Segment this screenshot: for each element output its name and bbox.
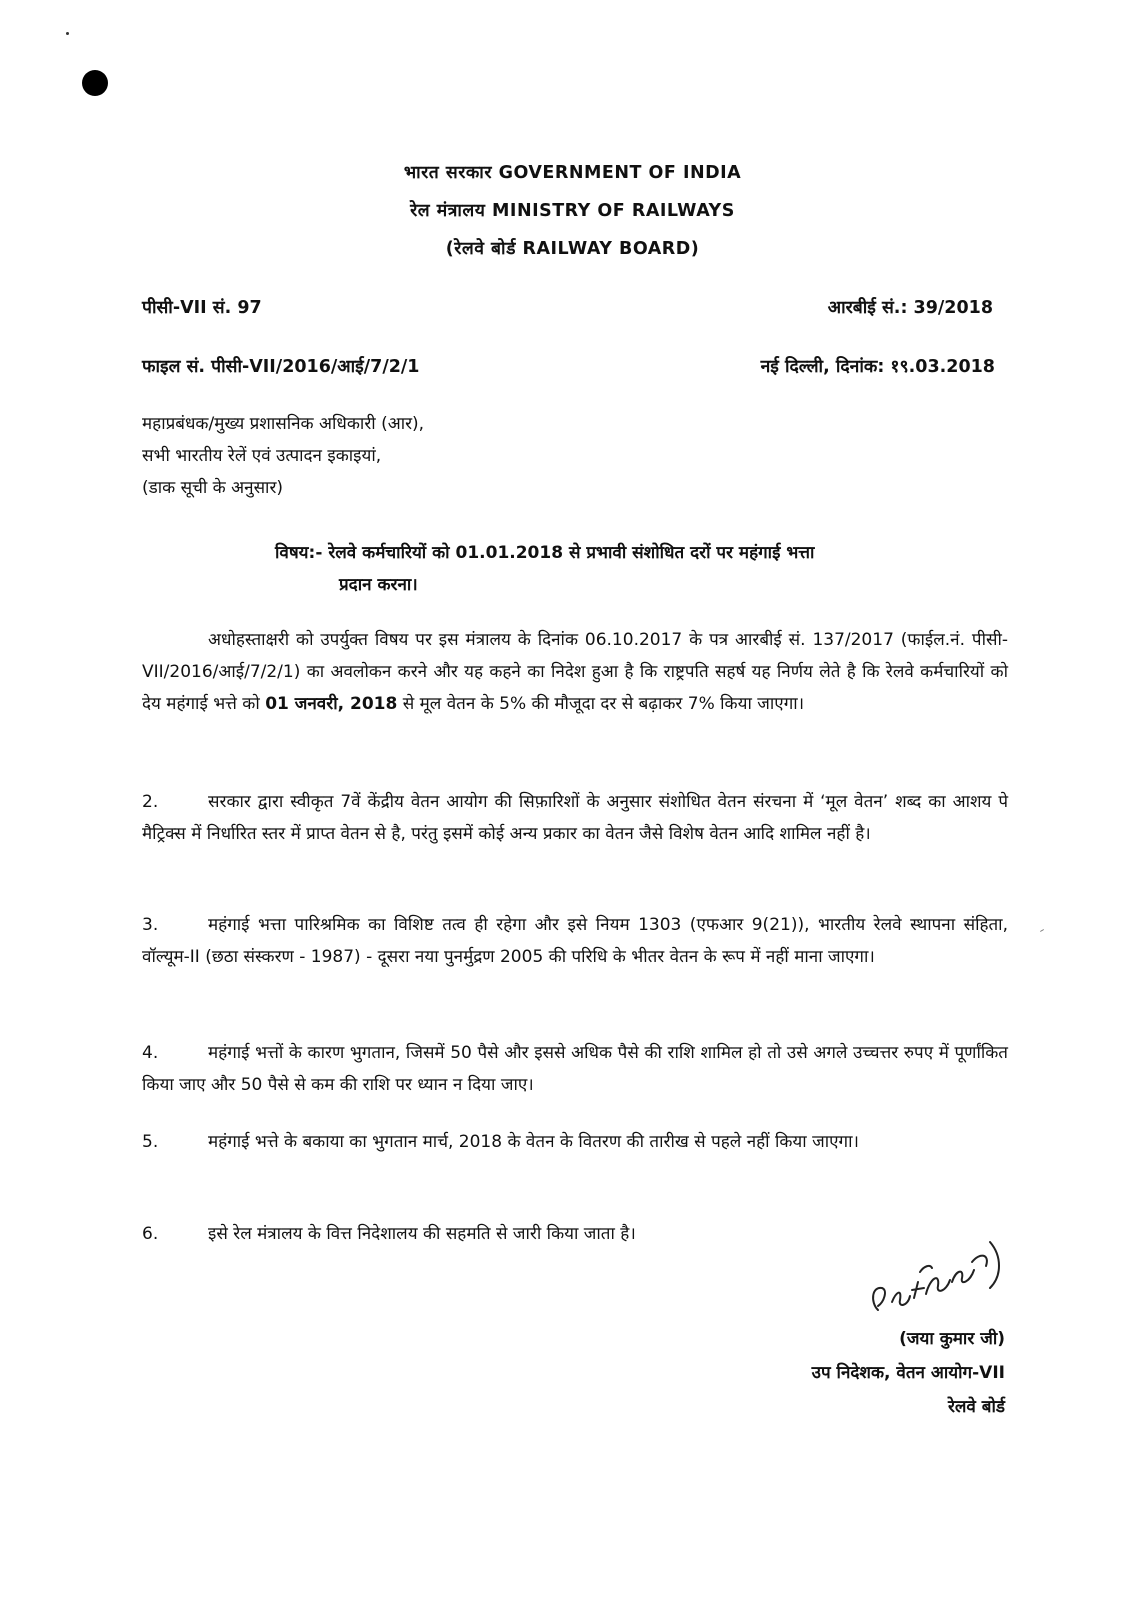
signatory-designation: उप निदेशक, वेतन आयोग-VII [811,1363,1005,1383]
paragraph-number: 5. [142,1132,159,1152]
signatory-block [812,1322,1005,1424]
paragraph-2-text: सरकार द्वारा स्वीकृत 7वें केंद्रीय वेतन आयोग की सिफ़ारिशों के अनुसार संशोधित वेतन संरचना में ‘मूल वेतन’ शब्द का आशय पे मैट्रिक्स में निर्धारित स्तर में प्राप्त वेतन से है, परंतु इसमें कोई अन्य प्रकार का वेतन जैसे विशेष वेतन आदि शामिल नहीं है। [142,792,1008,844]
punch-hole-mark [82,70,108,96]
paragraph-4-text: महंगाई भत्तों के कारण भुगतान, जिसमें 50 पैसे और इससे अधिक पैसे की राशि शामिल हो तो उसे अगले उच्चत्तर रुपए में पूर्णांकित किया जाए और 50 पैसे से कम की राशि पर ध्यान न दिया जाए। [142,1043,1008,1095]
signatory-name: (जया कुमार जी) [899,1329,1005,1349]
header-government: भारत सरकार GOVERNMENT OF INDIA [403,163,742,183]
rbe-number: आरबीई सं.: 39/2018 [827,298,993,318]
paragraph-3 [142,909,1008,973]
subject-text: विषय:- रेलवे कर्मचारियों को 01.01.2018 से प्रभावी संशोधित दरों पर महंगाई भत्ता [275,543,815,563]
subject-text-continued: प्रदान करना। [339,575,418,595]
addressee-block [142,408,424,504]
pc-number: पीसी-VII सं. 97 [142,298,262,318]
paragraph-2 [142,786,1008,850]
handwritten-signature [860,1222,1010,1322]
addressee-line: सभी भारतीय रेलें एवं उत्पादन इकाइयां, [142,446,382,466]
paragraph-number: 2. [142,792,159,812]
paragraph-3-text: महंगाई भत्ता पारिश्रमिक का विशिष्ट तत्व ही रहेगा और इसे नियम 1303 (एफआर 9(21)), भारतीय रेलवे स्थापना संहिता, वॉल्यूम-II (छठा संस्करण - 1987) - दूसरा नया पुनर्मुद्रण 2005 की परिधि के भीतर वेतन के रूप में नहीं माना जाएगा। [142,915,1008,967]
addressee-line: (डाक सूची के अनुसार) [142,478,284,498]
file-number: फाइल सं. पीसी-VII/2016/आई/7/2/1 [142,357,420,377]
place-date: नई दिल्ली, दिनांक: १९.03.2018 [760,357,995,377]
subject-line [275,537,1010,601]
paragraph-5 [142,1126,1008,1158]
scan-speck [1040,929,1044,932]
paragraph-1-text-end: से मूल वेतन के 5% की मौजूदा दर से बढ़ाकर 7% किया जाएगा। [397,694,805,714]
header-ministry: रेल मंत्रालय MINISTRY OF RAILWAYS [410,201,735,221]
addressee-line: महाप्रबंधक/मुख्य प्रशासनिक अधिकारी (आर), [142,414,425,434]
header-board: (रेलवे बोर्ड RAILWAY BOARD) [445,239,700,259]
signatory-office: रेलवे बोर्ड [947,1397,1005,1417]
paragraph-4 [142,1037,1008,1101]
paragraph-1 [142,624,1008,720]
paragraph-6-text: इसे रेल मंत्रालय के वित्त निदेशालय की सहमति से जारी किया जाता है। [208,1224,636,1244]
paragraph-number: 6. [142,1224,159,1244]
paragraph-number: 3. [142,915,159,935]
paragraph-1-text: अधोहस्ताक्षरी को उपर्युक्त विषय पर इस मंत्रालय के दिनांक 06.10.2017 के पत्र आरबीई सं. 137/2017 (फाईल.नं. पीसी-VII/2016/आई/7/2/1) का अवलोकन करने और यह कहने का निदेश हुआ है कि राष्ट्रपति सहर्ष यह निर्णय लेते है कि रेलवे कर्मचारियों को देय महंगाई भत्ते को [142,630,1008,714]
paragraph-number: 4. [142,1043,159,1063]
paragraph-5-text: महंगाई भत्ते के बकाया का भुगतान मार्च, 2018 के वेतन के वितरण की तारीख से पहले नहीं किया जाएगा। [208,1132,859,1152]
effective-date: 01 जनवरी, 2018 [265,694,398,714]
scan-speck [66,32,69,35]
